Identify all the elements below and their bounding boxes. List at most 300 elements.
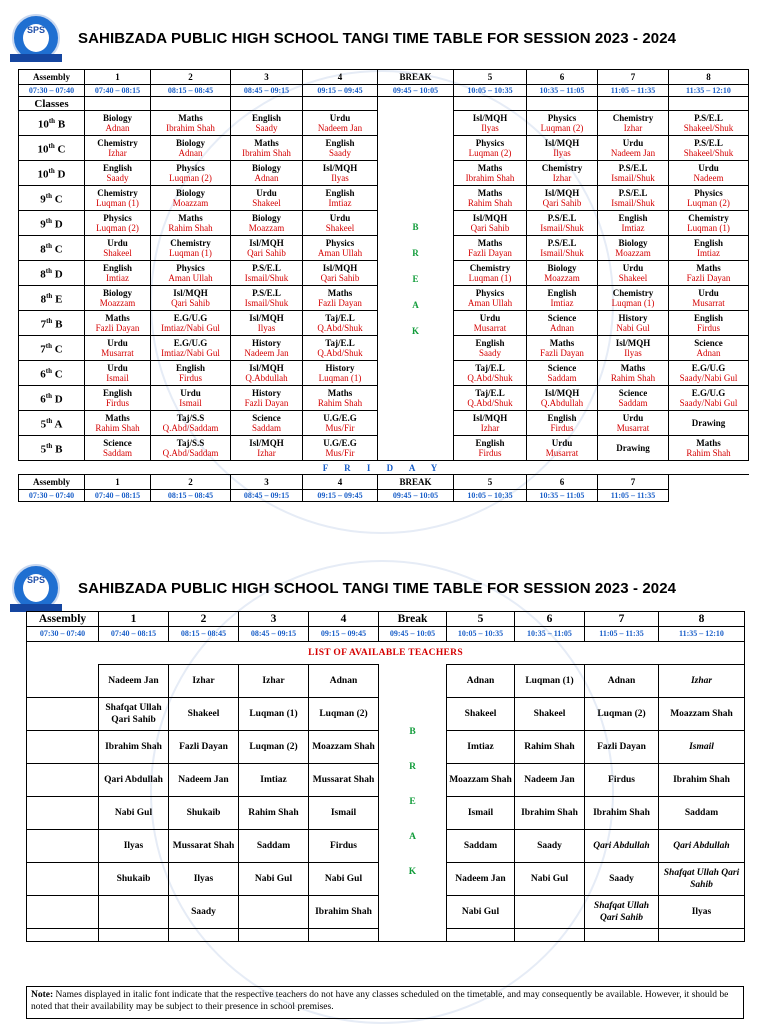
teacher: Saady bbox=[329, 148, 351, 158]
subject: Physics bbox=[176, 163, 205, 173]
teacher: Saady bbox=[106, 173, 129, 183]
class-name-cell: 10th C bbox=[19, 136, 85, 161]
subject: Maths bbox=[477, 238, 503, 248]
teacher-name: Shakeel bbox=[169, 697, 239, 730]
lesson-cell bbox=[231, 261, 303, 286]
teacher: Moazzam bbox=[544, 273, 580, 283]
class-name-cell: 6th C bbox=[19, 361, 85, 386]
teacher: Qari Sahib bbox=[320, 273, 360, 283]
subject: English bbox=[475, 338, 505, 348]
teacher-name: Saady bbox=[515, 829, 585, 862]
lesson-cell bbox=[231, 436, 303, 461]
teacher: Saady bbox=[255, 123, 278, 133]
teacher-name: Nabi Gul bbox=[447, 895, 515, 928]
subject: Taj/S.S bbox=[176, 413, 205, 423]
time-cell: 07:30 – 07:40 bbox=[27, 627, 99, 642]
break-letter: R bbox=[412, 247, 419, 258]
teacher: Ismail/Shuk bbox=[611, 198, 655, 208]
friday-label: F R I D A Y bbox=[19, 461, 749, 475]
subject: Drawing bbox=[691, 418, 726, 428]
class-name-cell: 9th D bbox=[19, 211, 85, 236]
lesson-cell bbox=[85, 236, 151, 261]
empty-cell bbox=[27, 829, 99, 862]
lesson-cell bbox=[598, 311, 669, 336]
time-cell: 10:35 – 11:05 bbox=[527, 490, 598, 502]
teacher: Imtiaz/Nabi Gul bbox=[161, 348, 220, 358]
subject: Isl/MQH bbox=[544, 138, 580, 148]
teacher: Musarrat bbox=[692, 298, 725, 308]
teacher: Nadeem Jan bbox=[610, 148, 656, 158]
teacher: Firdus bbox=[550, 423, 574, 433]
lesson-cell bbox=[669, 111, 749, 136]
teacher-name: Saddam bbox=[239, 829, 309, 862]
lesson-cell bbox=[151, 261, 231, 286]
teacher-name: Ilyas bbox=[99, 829, 169, 862]
teacher-name: Shafqat Ullah Qari Sahib bbox=[99, 697, 169, 730]
subject: Isl/MQH bbox=[249, 363, 284, 373]
teacher: Ilyas bbox=[257, 323, 276, 333]
empty-cell bbox=[85, 97, 151, 111]
empty-cell bbox=[515, 928, 585, 941]
lesson-cell bbox=[85, 386, 151, 411]
break-letter: E bbox=[412, 273, 419, 284]
teacher: Ismail bbox=[106, 373, 129, 383]
subject: Chemistry bbox=[97, 188, 138, 198]
subject: Chemistry bbox=[97, 138, 138, 148]
period-header: 3 bbox=[231, 70, 303, 85]
timetable bbox=[18, 69, 749, 502]
lesson-cell bbox=[669, 136, 749, 161]
time-cell: 11:05 – 11:35 bbox=[598, 490, 669, 502]
teacher: Ilyas bbox=[553, 148, 571, 158]
teacher: Imtiaz bbox=[697, 248, 720, 258]
subject: U.G/E.G bbox=[323, 438, 357, 448]
lesson-cell bbox=[527, 211, 598, 236]
lesson-cell bbox=[598, 261, 669, 286]
subject: Maths bbox=[620, 363, 646, 373]
teacher-name: Ismail bbox=[309, 796, 379, 829]
teacher: Moazzam bbox=[615, 248, 651, 258]
lesson-cell bbox=[598, 136, 669, 161]
subject: Isl/MQH bbox=[322, 263, 358, 273]
teacher: Mus/Fir bbox=[325, 448, 355, 458]
teacher-name: Izhar bbox=[659, 665, 745, 698]
lesson-cell bbox=[454, 311, 527, 336]
period-header: 2 bbox=[169, 612, 239, 627]
time-cell: 08:45 – 09:15 bbox=[231, 490, 303, 502]
subject: English bbox=[618, 213, 648, 223]
lesson-cell bbox=[527, 361, 598, 386]
teacher-name: Nabi Gul bbox=[515, 862, 585, 895]
subject: Science bbox=[103, 438, 132, 448]
teacher: Imtiaz bbox=[106, 273, 129, 283]
teacher: Qari Sahib bbox=[247, 248, 286, 258]
teacher-name: Izhar bbox=[239, 665, 309, 698]
lesson-cell bbox=[303, 136, 378, 161]
class-name-cell: 6th D bbox=[19, 386, 85, 411]
period-header: 4 bbox=[303, 475, 378, 490]
time-cell: 08:45 – 09:15 bbox=[231, 85, 303, 97]
period-header: 7 bbox=[598, 70, 669, 85]
subject: Taj/E.L bbox=[325, 313, 355, 323]
lesson-cell bbox=[231, 361, 303, 386]
subject: Urdu bbox=[622, 263, 644, 273]
teacher: Nadeem bbox=[693, 173, 724, 183]
empty-cell bbox=[669, 97, 749, 111]
teacher-name bbox=[99, 895, 169, 928]
teacher-name: Fazli Dayan bbox=[169, 730, 239, 763]
teacher: Saady bbox=[479, 348, 501, 358]
subject: English bbox=[175, 363, 206, 373]
class-name-cell: 5th A bbox=[19, 411, 85, 436]
teacher-name: Shafqat Ullah Qari Sahib bbox=[585, 895, 659, 928]
lesson-cell bbox=[303, 386, 378, 411]
subject: Isl/MQH bbox=[249, 313, 284, 323]
teacher-name: Firdus bbox=[585, 763, 659, 796]
time-cell: 08:15 – 08:45 bbox=[151, 85, 231, 97]
time-cell: 09:15 – 09:45 bbox=[303, 490, 378, 502]
teacher-name: Saddam bbox=[447, 829, 515, 862]
lesson-cell bbox=[454, 411, 527, 436]
class-name-cell: 5th B bbox=[19, 436, 85, 461]
list-title: LIST OF AVAILABLE TEACHERS bbox=[27, 642, 745, 665]
teacher-name: Ismail bbox=[659, 730, 745, 763]
teacher: Q.Abd/Shuk bbox=[467, 373, 513, 383]
empty-cell bbox=[27, 730, 99, 763]
time-cell: 11:35 – 12:10 bbox=[659, 627, 745, 642]
time-cell: 10:35 – 11:05 bbox=[515, 627, 585, 642]
empty-cell bbox=[151, 97, 231, 111]
teacher-name: Nadeem Jan bbox=[169, 763, 239, 796]
teacher: Fazli Dayan bbox=[468, 248, 512, 258]
subject: Science bbox=[694, 338, 723, 348]
lesson-cell bbox=[231, 311, 303, 336]
lesson-cell bbox=[303, 236, 378, 261]
lesson-cell bbox=[231, 336, 303, 361]
subject: English bbox=[325, 138, 355, 148]
teacher: Aman Ullah bbox=[317, 248, 363, 258]
lesson-cell bbox=[669, 411, 749, 436]
lesson-cell bbox=[231, 286, 303, 311]
subject: Taj/E.L bbox=[475, 363, 505, 373]
time-cell: 10:35 – 11:05 bbox=[527, 85, 598, 97]
teacher-name: Saddam bbox=[659, 796, 745, 829]
period-header: 7 bbox=[585, 612, 659, 627]
teacher: Ismail/Shuk bbox=[244, 273, 289, 283]
subject: History bbox=[325, 363, 355, 373]
period-header: 5 bbox=[447, 612, 515, 627]
subject: Isl/MQH bbox=[544, 188, 580, 198]
subject: Biology bbox=[618, 238, 648, 248]
teacher: Shakeel bbox=[325, 223, 355, 233]
lesson-cell bbox=[669, 386, 749, 411]
teacher: Nabi Gul bbox=[616, 323, 650, 333]
teacher: Ismail/Shuk bbox=[540, 248, 584, 258]
lesson-cell bbox=[669, 211, 749, 236]
subject: Urdu bbox=[107, 338, 128, 348]
subject: Maths bbox=[178, 213, 203, 223]
teacher: Saddam bbox=[103, 448, 132, 458]
teacher: Ibrahim Shah bbox=[465, 173, 515, 183]
empty-cell bbox=[598, 97, 669, 111]
time-cell: 11:05 – 11:35 bbox=[598, 85, 669, 97]
teacher: Luqman (1) bbox=[611, 298, 655, 308]
classes-label: Classes bbox=[19, 97, 85, 111]
lesson-cell bbox=[85, 186, 151, 211]
class-name-cell: 10th B bbox=[19, 111, 85, 136]
period-header: Assembly bbox=[19, 475, 85, 490]
teacher: Luqman (1) bbox=[318, 373, 362, 383]
teacher-name: Nadeem Jan bbox=[99, 665, 169, 698]
subject: Maths bbox=[696, 438, 721, 448]
class-name-cell: 10th D bbox=[19, 161, 85, 186]
lesson-cell bbox=[303, 311, 378, 336]
lesson-cell bbox=[151, 211, 231, 236]
lesson-cell bbox=[151, 411, 231, 436]
subject: P.S/E.L bbox=[618, 188, 648, 198]
lesson-cell bbox=[231, 236, 303, 261]
subject: Science bbox=[252, 413, 281, 423]
time-row bbox=[27, 627, 745, 642]
teacher: Rahim Shah bbox=[467, 198, 513, 208]
page-title-2: SAHIBZADA PUBLIC HIGH SCHOOL TANGI TIME TABLE FOR SESSION 2023 - 2024 bbox=[78, 580, 677, 597]
empty-cell bbox=[27, 665, 99, 698]
time-cell: 07:40 – 08:15 bbox=[85, 490, 151, 502]
teacher: Q.Abd/Shuk bbox=[317, 348, 363, 358]
subject: Science bbox=[547, 313, 577, 323]
subject: Taj/S.S bbox=[176, 438, 205, 448]
teacher: Q.Abd/Saddam bbox=[162, 448, 219, 458]
teacher-name: Shafqat Ullah Qari Sahib bbox=[659, 862, 745, 895]
subject: Isl/MQH bbox=[322, 163, 358, 173]
period-header-row bbox=[19, 70, 749, 85]
subject: History bbox=[252, 338, 281, 348]
teacher: Fazli Dayan bbox=[95, 323, 140, 333]
lesson-cell bbox=[85, 361, 151, 386]
lesson-cell bbox=[303, 211, 378, 236]
list-title-row bbox=[27, 642, 745, 665]
period-header: 1 bbox=[85, 70, 151, 85]
period-header: 6 bbox=[515, 612, 585, 627]
period-header: 1 bbox=[99, 612, 169, 627]
lesson-cell bbox=[454, 111, 527, 136]
lesson-cell bbox=[598, 386, 669, 411]
teacher-name: Shukaib bbox=[99, 862, 169, 895]
subject: Biology bbox=[547, 263, 577, 273]
subject: Chemistry bbox=[688, 213, 729, 223]
subject: Maths bbox=[105, 313, 130, 323]
class-name-cell: 8th C bbox=[19, 236, 85, 261]
lesson-cell bbox=[151, 186, 231, 211]
lesson-cell bbox=[85, 336, 151, 361]
teacher: Ibrahim Shah bbox=[242, 148, 291, 158]
break-letter: B bbox=[412, 221, 419, 232]
period-header: 5 bbox=[454, 475, 527, 490]
subject: P.S/E.L bbox=[252, 288, 281, 298]
teacher: Musarrat bbox=[473, 323, 507, 333]
subject: Physics bbox=[325, 238, 355, 248]
subject: P.S/E.L bbox=[694, 113, 723, 123]
lesson-cell bbox=[454, 136, 527, 161]
lesson-cell bbox=[151, 436, 231, 461]
empty-cell bbox=[309, 928, 379, 941]
teacher: Luqman (2) bbox=[468, 148, 512, 158]
teacher: Shakeel bbox=[252, 198, 281, 208]
lesson-cell bbox=[669, 361, 749, 386]
subject: Chemistry bbox=[170, 238, 211, 248]
teacher-name: Nabi Gul bbox=[99, 796, 169, 829]
time-cell: 10:05 – 10:35 bbox=[447, 627, 515, 642]
lesson-cell bbox=[85, 311, 151, 336]
class-name-cell: 8th D bbox=[19, 261, 85, 286]
subject: Isl/MQH bbox=[615, 338, 651, 348]
period-header: 3 bbox=[231, 475, 303, 490]
teacher: Fazli Dayan bbox=[540, 348, 584, 358]
teacher-name: Mussarat Shah bbox=[309, 763, 379, 796]
lesson-cell bbox=[85, 211, 151, 236]
subject: Biology bbox=[102, 288, 132, 298]
teacher: Saddam bbox=[618, 398, 648, 408]
subject: Isl/MQH bbox=[544, 388, 580, 398]
time-cell: 07:30 – 07:40 bbox=[19, 85, 85, 97]
teacher-row bbox=[27, 665, 745, 698]
teacher-name: Adnan bbox=[585, 665, 659, 698]
teacher-name: Ismail bbox=[447, 796, 515, 829]
teacher: Izhar bbox=[257, 448, 276, 458]
subject: Maths bbox=[477, 163, 503, 173]
subject: Urdu bbox=[107, 363, 128, 373]
subject: E.G/U.G bbox=[173, 338, 208, 348]
subject: Isl/MQH bbox=[472, 413, 508, 423]
page-title: SAHIBZADA PUBLIC HIGH SCHOOL TANGI TIME TABLE FOR SESSION 2023 - 2024 bbox=[78, 30, 677, 47]
empty-cell bbox=[27, 763, 99, 796]
lesson-cell bbox=[527, 286, 598, 311]
time-cell: 09:45 – 10:05 bbox=[378, 85, 454, 97]
time-cell: 07:30 – 07:40 bbox=[19, 490, 85, 502]
subject: Isl/MQH bbox=[249, 238, 284, 248]
empty-cell bbox=[454, 97, 527, 111]
lesson-cell bbox=[231, 111, 303, 136]
teacher: Luqman (2) bbox=[169, 173, 212, 183]
empty-cell bbox=[231, 97, 303, 111]
lesson-cell bbox=[85, 286, 151, 311]
teacher: Rahim Shah bbox=[168, 223, 213, 233]
subject: Physics bbox=[694, 188, 723, 198]
lesson-cell bbox=[151, 361, 231, 386]
subject: Biology bbox=[102, 113, 132, 123]
time-cell: 10:05 – 10:35 bbox=[454, 85, 527, 97]
subject: Urdu bbox=[698, 163, 719, 173]
subject: Physics bbox=[475, 138, 505, 148]
subject: Science bbox=[547, 363, 577, 373]
subject: History bbox=[618, 313, 648, 323]
lesson-cell bbox=[151, 336, 231, 361]
break-letter: E bbox=[409, 797, 416, 807]
lesson-cell bbox=[303, 436, 378, 461]
teacher-name: Ibrahim Shah bbox=[515, 796, 585, 829]
teacher: Saady/Nabi Gul bbox=[679, 373, 738, 383]
teacher: Aman Ullah bbox=[168, 273, 213, 283]
period-header: 2 bbox=[151, 475, 231, 490]
lesson-cell bbox=[303, 361, 378, 386]
teacher: Qari Sahib bbox=[171, 298, 210, 308]
time-cell: 09:45 – 10:05 bbox=[379, 627, 447, 642]
break-letter: K bbox=[411, 325, 419, 336]
break-letter: A bbox=[412, 299, 419, 310]
teacher: Imtiaz bbox=[328, 198, 352, 208]
teacher: Ismail/Shuk bbox=[611, 173, 655, 183]
lesson-cell bbox=[669, 311, 749, 336]
subject: Science bbox=[618, 388, 648, 398]
teacher-name: Luqman (2) bbox=[309, 697, 379, 730]
teacher: Ilyas bbox=[331, 173, 349, 183]
teacher: Shakeel bbox=[618, 273, 648, 283]
time-cell: 07:40 – 08:15 bbox=[99, 627, 169, 642]
empty-cell bbox=[27, 862, 99, 895]
teacher: Nadeem Jan bbox=[317, 123, 363, 133]
period-header: 8 bbox=[669, 70, 749, 85]
lesson-cell bbox=[669, 336, 749, 361]
subject: E.G/U.G bbox=[173, 313, 208, 323]
friday-period-row bbox=[19, 475, 749, 490]
subject: Maths bbox=[549, 338, 575, 348]
lesson-cell bbox=[598, 211, 669, 236]
teacher-name: Ilyas bbox=[659, 895, 745, 928]
teacher: Imtiaz bbox=[621, 223, 645, 233]
lesson-cell bbox=[231, 161, 303, 186]
subject: English bbox=[693, 238, 724, 248]
teacher-name: Moazzam Shah bbox=[659, 697, 745, 730]
subject: Urdu bbox=[107, 238, 128, 248]
teacher-name: Rahim Shah bbox=[239, 796, 309, 829]
empty-cell bbox=[527, 97, 598, 111]
period-header: 8 bbox=[659, 612, 745, 627]
friday-row bbox=[19, 461, 749, 475]
empty-cell bbox=[99, 928, 169, 941]
teacher: Luqman (2) bbox=[96, 223, 139, 233]
lesson-cell bbox=[598, 411, 669, 436]
subject: Drawing bbox=[616, 443, 650, 453]
lesson-cell bbox=[527, 236, 598, 261]
teacher: Mus/Fir bbox=[325, 423, 355, 433]
lesson-cell bbox=[303, 336, 378, 361]
teacher: Musarrat bbox=[616, 423, 650, 433]
subject: Urdu bbox=[479, 313, 501, 323]
period-header: 4 bbox=[309, 612, 379, 627]
teacher-name: Nadeem Jan bbox=[447, 862, 515, 895]
teacher: Izhar bbox=[480, 423, 500, 433]
lesson-cell bbox=[669, 261, 749, 286]
teacher-name: Shakeel bbox=[447, 697, 515, 730]
period-header: Assembly bbox=[27, 612, 99, 627]
teacher-name: Ibrahim Shah bbox=[585, 796, 659, 829]
time-cell: 09:15 – 09:45 bbox=[303, 85, 378, 97]
teacher: Rahim Shah bbox=[95, 423, 140, 433]
subject: Chemistry bbox=[612, 113, 654, 123]
teacher: Firdus bbox=[696, 323, 720, 333]
subject: Isl/MQH bbox=[249, 438, 284, 448]
teacher-name: Luqman (1) bbox=[239, 697, 309, 730]
teacher: Adnan bbox=[178, 148, 203, 158]
school-logo: SPS bbox=[12, 14, 60, 62]
teacher-name: Firdus bbox=[309, 829, 379, 862]
lesson-cell bbox=[669, 161, 749, 186]
lesson-cell bbox=[85, 161, 151, 186]
subject: Urdu bbox=[329, 113, 351, 123]
empty-cell bbox=[27, 697, 99, 730]
lesson-cell bbox=[454, 236, 527, 261]
teacher-name bbox=[239, 895, 309, 928]
